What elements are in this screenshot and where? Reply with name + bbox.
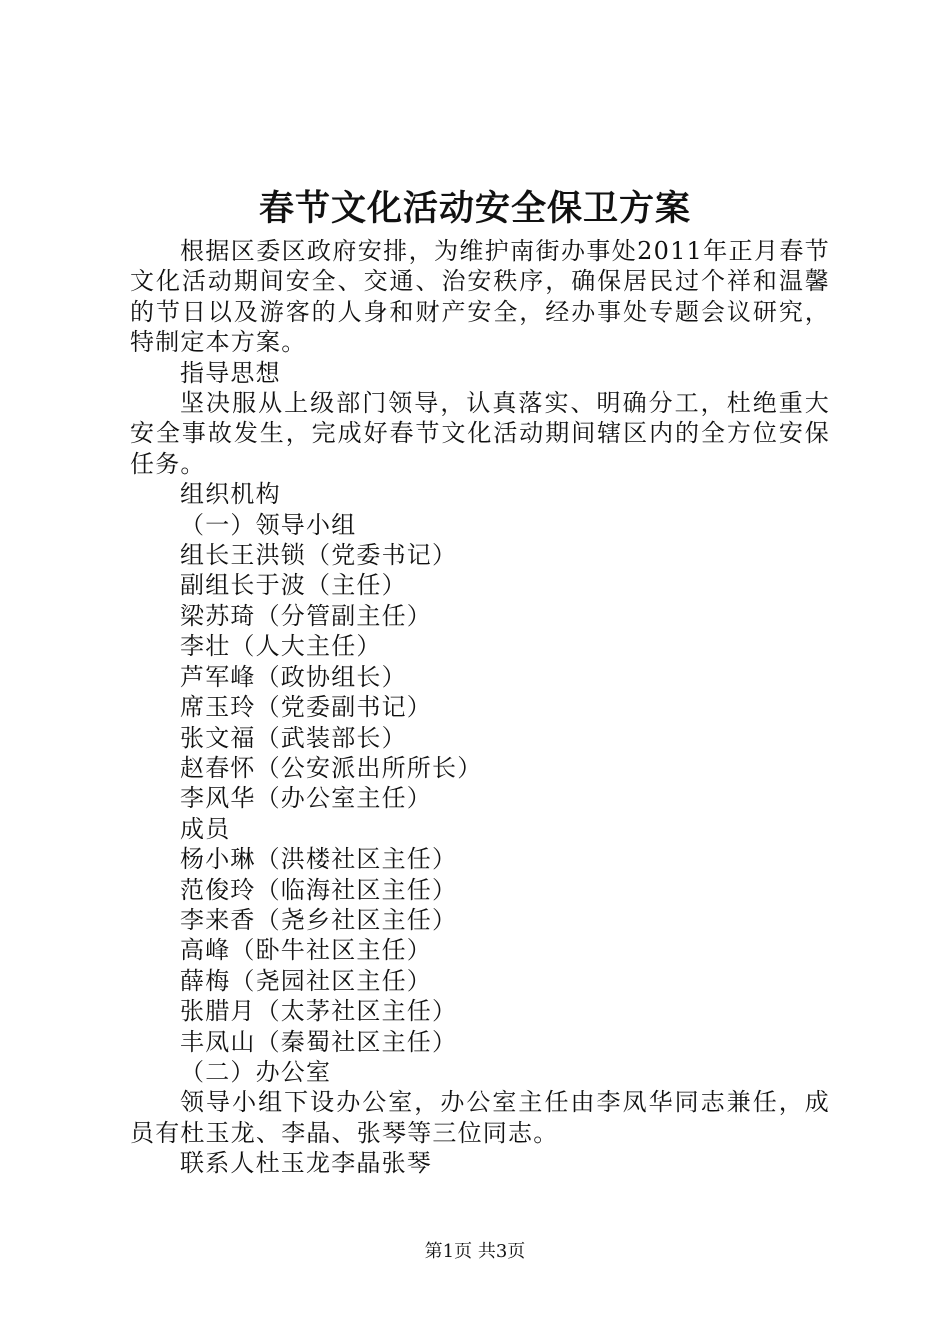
contacts-line: 联系人杜玉龙李晶张琴 <box>180 1149 432 1178</box>
members-heading: 成员 <box>180 814 231 843</box>
page-footer: 第1页 共3页 <box>424 1241 526 1262</box>
list-item: 梁苏琦（分管副主任） <box>180 601 432 630</box>
subsection-heading-office: （二）办公室 <box>180 1057 332 1086</box>
section-heading-guiding-thought: 指导思想 <box>180 358 281 387</box>
list-item: 高峰（卧牛社区主任） <box>180 936 432 965</box>
list-item: 张文福（武装部长） <box>180 723 407 752</box>
list-item: 李来香（尧乡社区主任） <box>180 905 458 934</box>
document-body <box>130 236 830 1179</box>
list-item: 范俊玲（临海社区主任） <box>180 875 458 904</box>
office-paragraph: 领导小组下设办公室，办公室主任由李凤华同志兼任，成员有杜玉龙、李晶、张琴等三位同志。 <box>130 1088 830 1147</box>
list-item: 薛梅（尧园社区主任） <box>180 966 432 995</box>
guiding-thought-paragraph: 坚决服从上级部门领导，认真落实、明确分工，杜绝重大安全事故发生，完成好春节文化活动期间辖区内的全方位安保任务。 <box>130 389 830 478</box>
list-item: 席玉玲（党委副书记） <box>180 693 432 722</box>
list-item: 李风华（办公室主任） <box>180 784 432 813</box>
list-item: 李壮（人大主任） <box>180 632 382 661</box>
list-item: 张腊月（太茅社区主任） <box>180 997 458 1026</box>
document-title: 春节文化活动安全保卫方案 <box>258 188 691 229</box>
subsection-heading-leading-group: （一）领导小组 <box>180 510 357 539</box>
list-item: 赵春怀（公安派出所所长） <box>180 753 483 782</box>
list-item: 丰凤山（秦蜀社区主任） <box>180 1027 458 1056</box>
intro-paragraph: 根据区委区政府安排，为维护南街办事处2011年正月春节文化活动期间安全、交通、治安秩序，确保居民过个祥和温馨的节日以及游客的人身和财产安全，经办事处专题会议研究，特制定本方案。 <box>130 237 830 357</box>
list-item: 组长王洪锁（党委书记） <box>180 541 458 570</box>
section-heading-organization: 组织机构 <box>180 480 281 509</box>
list-item: 芦军峰（政协组长） <box>180 662 407 691</box>
list-item: 杨小琳（洪楼社区主任） <box>180 845 458 874</box>
list-item: 副组长于波（主任） <box>180 571 407 600</box>
